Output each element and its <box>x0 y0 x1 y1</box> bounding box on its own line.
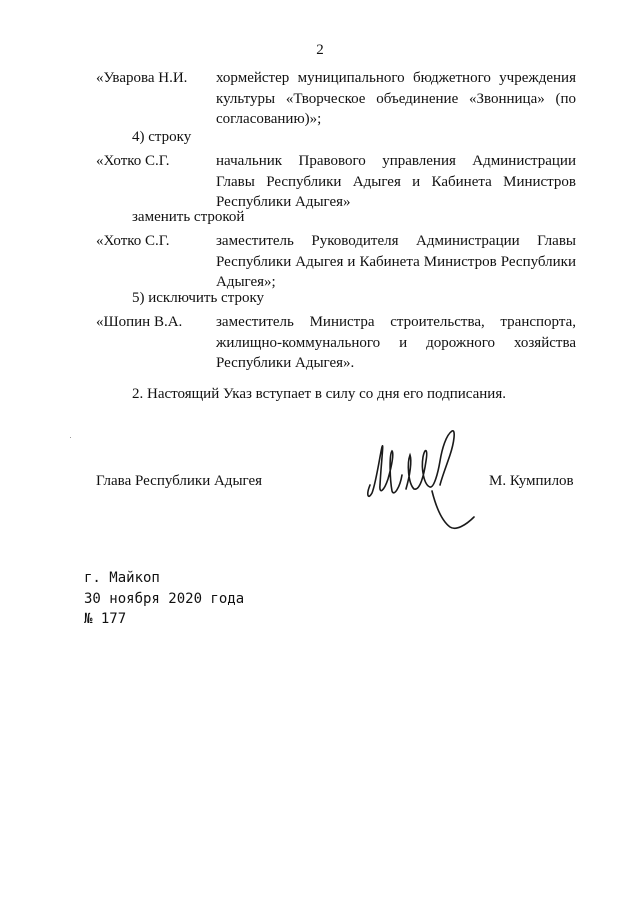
date-text: 30 ноября 2020 года <box>84 591 245 607</box>
replace-text: заменить строкой <box>132 209 245 225</box>
city-text: г. Майкоп <box>84 570 160 586</box>
entry-uvarova <box>96 68 576 130</box>
entry-role: заместитель Руководителя Администрации Главы Республики Адыгея и Кабинета Министров Республики Адыгея»; <box>216 233 576 290</box>
entry-name: «Уварова Н.И. <box>96 70 188 86</box>
entry-khotko-old <box>96 151 576 213</box>
item-5-text: 5) исключить строку <box>132 290 265 306</box>
page-number: 2 <box>316 42 324 58</box>
scan-speck <box>70 437 71 438</box>
signatory-position: Глава Республики Адыгея <box>96 473 263 489</box>
item-4-text: 4) строку <box>132 129 192 145</box>
entry-name: «Хотко С.Г. <box>96 233 170 249</box>
handwritten-signature <box>362 425 482 540</box>
entry-role: хормейстер муниципального бюджетного учреждения культуры «Творческое объединение «Звонница» (по согласованию)»; <box>216 70 576 127</box>
entry-khotko-new <box>96 231 576 293</box>
decree-number: № 177 <box>84 611 127 627</box>
signatory-name: М. Кумпилов <box>489 473 574 489</box>
clause-2-text: 2. Настоящий Указ вступает в силу со дня его подписания. <box>132 386 506 402</box>
entry-role: заместитель Министра строительства, транспорта, жилищно-коммунального и дорожного хозяйства Республики Адыгея». <box>216 314 576 371</box>
entry-role: начальник Правового управления Администрации Главы Республики Адыгея и Кабинета Министров Республики Адыгея» <box>216 153 576 210</box>
entry-name: «Шопин В.А. <box>96 314 183 330</box>
entry-shopin <box>96 312 576 374</box>
entry-name: «Хотко С.Г. <box>96 153 170 169</box>
